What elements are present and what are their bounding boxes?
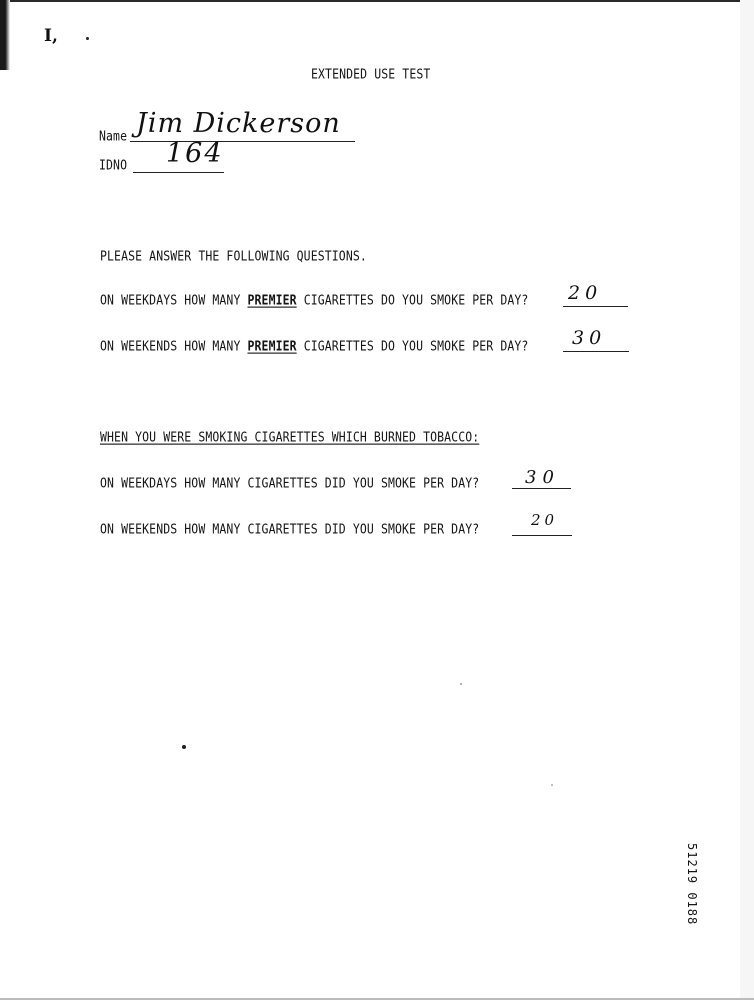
speck-mark	[551, 784, 553, 786]
question-tobacco-weekends: ON WEEKENDS HOW MANY CIGARETTES DID YOU SMOKE PER DAY?	[100, 521, 480, 537]
question-text: ON WEEKENDS HOW MANY	[100, 338, 248, 354]
speck-mark	[86, 37, 89, 40]
document-id-number: 51219 0188	[685, 843, 699, 926]
answer-line	[512, 535, 572, 536]
premier-emphasis: PREMIER	[247, 338, 297, 354]
document-title: EXTENDED USE TEST	[311, 66, 431, 82]
answer-premier-weekdays: 20	[568, 282, 603, 304]
question-tobacco-weekdays: ON WEEKDAYS HOW MANY CIGARETTES DID YOU SMOKE PER DAY?	[100, 475, 480, 491]
name-signature: Jim Dickerson	[136, 108, 341, 139]
question-text: ON WEEKDAYS HOW MANY	[100, 292, 248, 308]
idno-label: IDNO	[99, 157, 128, 173]
tobacco-section-heading: WHEN YOU WERE SMOKING CIGARETTES WHICH BURNED TOBACCO:	[100, 429, 480, 445]
corner-scribble: I,	[44, 26, 58, 46]
answer-tobacco-weekdays: 30	[525, 467, 560, 488]
speck-mark	[460, 683, 462, 685]
name-underline	[130, 141, 355, 142]
question-text: CIGARETTES DO YOU SMOKE PER DAY?	[296, 338, 529, 354]
answer-tobacco-weekends: 20	[531, 511, 559, 529]
answer-premier-weekends: 30	[572, 327, 607, 349]
scan-edge-shadow	[0, 0, 10, 70]
premier-emphasis: PREMIER	[247, 292, 297, 308]
answer-line	[563, 351, 629, 352]
answer-line	[512, 488, 571, 489]
question-premier-weekdays	[100, 292, 528, 308]
name-label: Name	[99, 128, 128, 144]
speck-mark	[182, 745, 186, 749]
answer-line	[563, 306, 628, 307]
question-premier-weekends	[100, 338, 528, 354]
page-top-edge	[0, 0, 754, 2]
question-text: CIGARETTES DO YOU SMOKE PER DAY?	[296, 292, 529, 308]
scan-right-margin	[740, 0, 754, 1000]
idno-value: 164	[166, 138, 224, 169]
idno-underline	[133, 172, 224, 173]
instructions: PLEASE ANSWER THE FOLLOWING QUESTIONS.	[100, 248, 367, 264]
